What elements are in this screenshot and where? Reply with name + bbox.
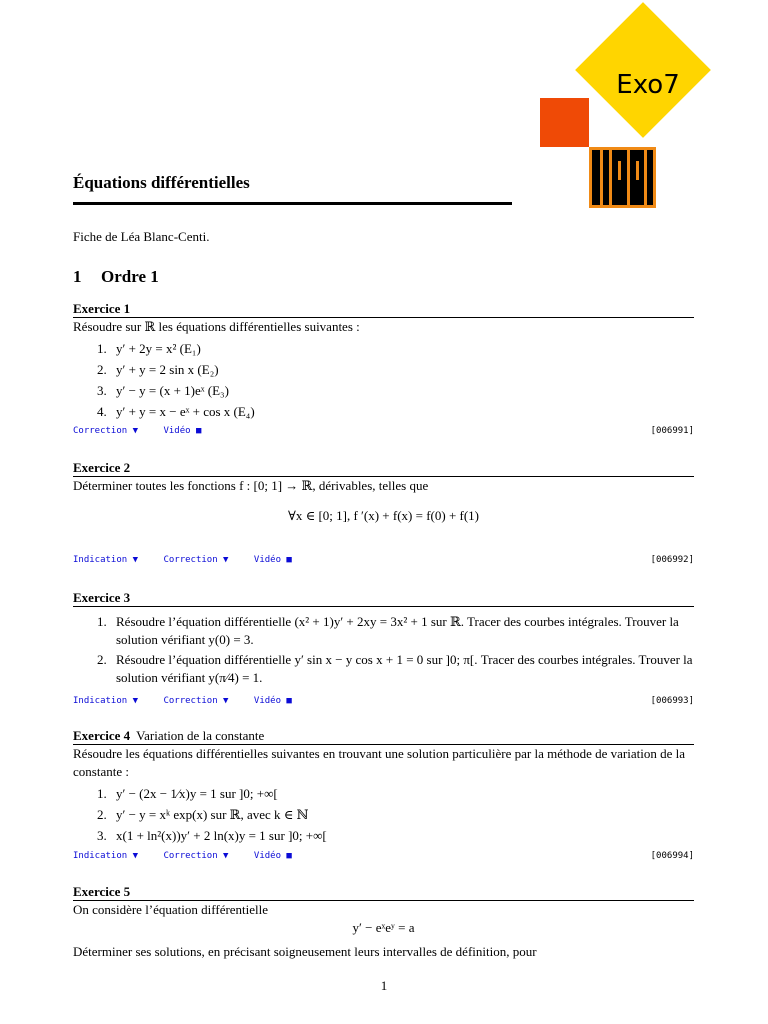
exercise-links	[73, 425, 694, 437]
exercise-code: [006994]	[650, 851, 694, 861]
exercise-statement: Résoudre sur ℝ les équations différentielles suivantes :	[73, 319, 360, 334]
list-item: 1. Résoudre l’équation différentielle (x² + 1)y′ + 2xy = 3x² + 1 sur ℝ. Tracer des courbes intégrales. Trouver la solution vérifiant y(0) = 3.	[97, 614, 679, 647]
exercise-formula: y′ − eˣeʸ = a	[352, 920, 415, 935]
list-item: 3. x(1 + ln²(x))y′ + 2 ln(x)y = 1 sur ]0; +∞[	[97, 828, 327, 843]
exercise-statement-continued: Déterminer ses solutions, en précisant soigneusement leurs intervalles de définition, pour	[73, 944, 537, 959]
exercise-statement: Déterminer toutes les fonctions f : [0; 1] → ℝ, dérivables, telles que	[73, 478, 429, 493]
exercise-code: [006991]	[650, 426, 694, 436]
section-heading	[73, 267, 159, 287]
title-rule	[73, 202, 512, 205]
list-item: 1. y′ − (2x − 1⁄x)y = 1 sur ]0; +∞[	[97, 786, 278, 801]
exercise-5	[73, 884, 694, 961]
exercise-heading: Exercice 2	[73, 460, 131, 475]
correction-link[interactable]: Correction ▼	[163, 851, 229, 861]
exercise-4	[73, 728, 694, 846]
logo-orange-square	[540, 98, 589, 147]
exercise-formula: ∀x ∈ [0; 1], f ′(x) + f(x) = f(0) + f(1)	[287, 508, 480, 523]
equation-list	[97, 338, 694, 422]
exercise-heading: Exercice 1	[73, 301, 131, 316]
video-link[interactable]: Vidéo ■	[163, 426, 202, 436]
correction-link[interactable]: Correction ▼	[73, 426, 139, 436]
page-number: 1	[380, 978, 388, 993]
exercise-statement: On considère l’équation différentielle	[73, 902, 269, 917]
logo-barcode-icon	[589, 147, 656, 208]
video-link[interactable]: Vidéo ■	[253, 696, 292, 706]
section-title: Ordre 1	[101, 267, 159, 286]
video-link[interactable]: Vidéo ■	[253, 555, 292, 565]
exercise-code: [006992]	[650, 555, 694, 565]
exercise-2	[73, 460, 694, 525]
exercise-heading: Exercice 5	[73, 884, 131, 899]
exercise-links	[73, 554, 694, 566]
exercise-code: [006993]	[650, 696, 694, 706]
correction-link[interactable]: Correction ▼	[163, 696, 229, 706]
exercise-heading: Exercice 3	[73, 590, 131, 605]
section-number: 1	[73, 267, 82, 286]
exercise-3	[73, 590, 694, 687]
question-list	[97, 611, 694, 687]
video-link[interactable]: Vidéo ■	[253, 851, 292, 861]
exercise-links	[73, 850, 694, 862]
indication-link[interactable]: Indication ▼	[73, 696, 139, 706]
exercise-1	[73, 301, 694, 422]
list-item: 2. y′ − y = xᵏ exp(x) sur ℝ, avec k ∈ ℕ	[97, 807, 309, 822]
equation-list	[97, 783, 694, 846]
indication-link[interactable]: Indication ▼	[73, 555, 139, 565]
list-item: 3. y′ − y = (x + 1)eˣ (E₃)	[97, 383, 229, 398]
exercise-rule	[73, 606, 694, 607]
list-item: 2. y′ + y = 2 sin x (E₂)	[97, 362, 219, 377]
logo-text: Exo7	[616, 70, 680, 100]
exercise-links	[73, 695, 694, 707]
indication-link[interactable]: Indication ▼	[73, 851, 139, 861]
page-title: Équations différentielles	[73, 173, 250, 192]
exercise-subtitle: Variation de la constante	[136, 728, 265, 743]
author-line: Fiche de Léa Blanc-Centi.	[73, 229, 210, 244]
list-item: 1. y′ + 2y = x² (E₁)	[97, 341, 201, 356]
correction-link[interactable]: Correction ▼	[163, 555, 229, 565]
list-item: 2. Résoudre l’équation différentielle y′ sin x − y cos x + 1 = 0 sur ]0; π[. Tracer des courbes intégrales. Trouver la solution vérifiant y(π⁄4) = 1.	[97, 652, 693, 685]
list-item: 4. y′ + y = x − eˣ + cos x (E₄)	[97, 404, 255, 419]
exercise-heading: Exercice 4 Variation de la constante	[73, 728, 265, 743]
exercise-statement: Résoudre les équations différentielles suivantes en trouvant une solution particulière par la méthode de variation de la constante :	[73, 746, 686, 779]
